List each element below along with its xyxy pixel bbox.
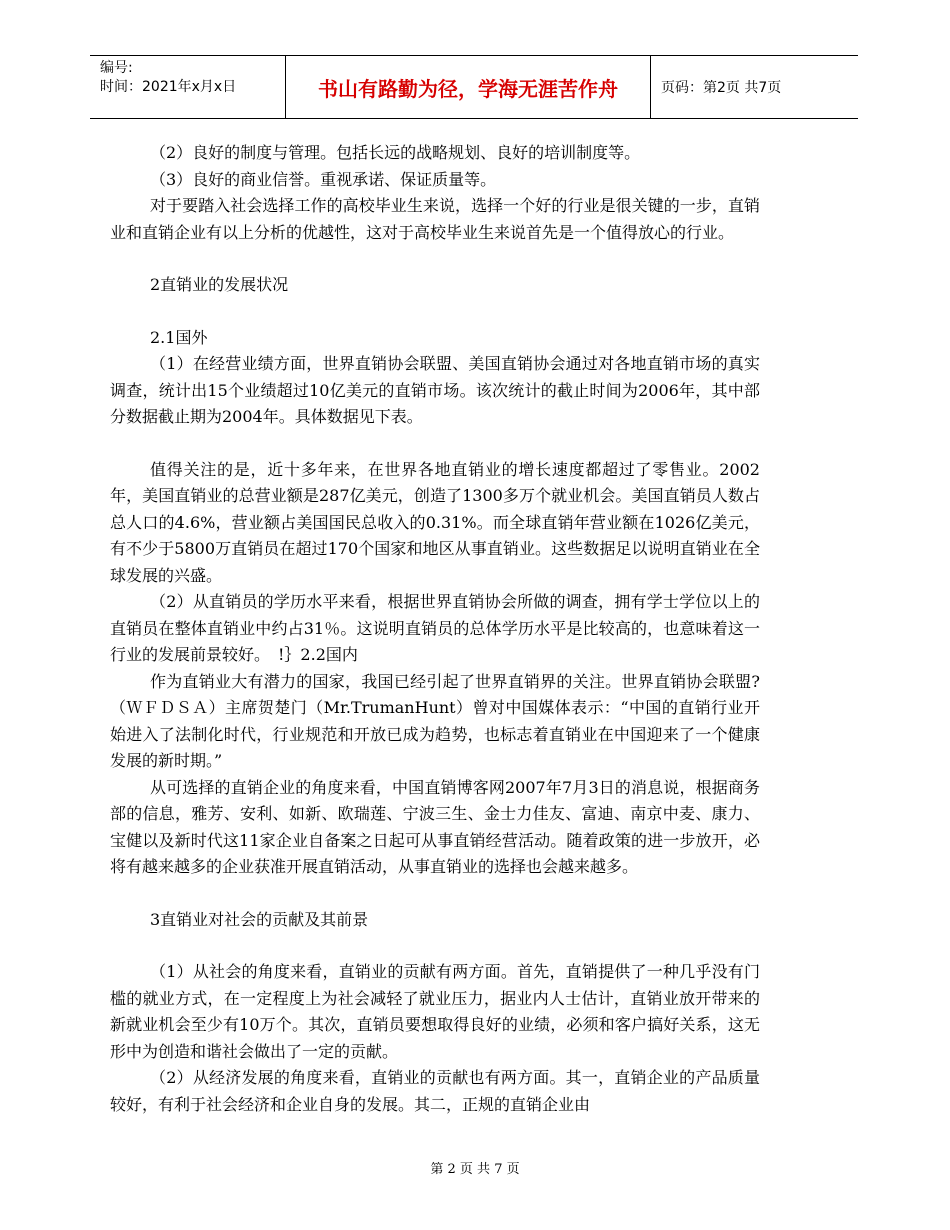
section-heading-3: 3直销业对社会的贡献及其前景 [150,909,369,929]
paragraph-social-contribution: （1）从社会的角度来看，直销业的贡献有两方面。首先，直销提供了一种几乎没有门槛的就业方式，在一定程度上为社会减轻了就业压力，据业内人士估计，直销业放开带来的新就业机会至少有10万个。其次，直销员要想取得良好的业绩，必须和客户搞好关系，这无形中为创造和谐社会做出了一定的贡献。 [110,962,760,1061]
paragraph-reputation: （3）良好的商业信誉。重视承诺、保证质量等。 [150,169,497,189]
paragraph-business-performance: （1）在经营业绩方面，世界直销协会联盟、美国直销协会通过对各地直销市场的真实调查，统计出15个业绩超过10亿美元的直销市场。该次统计的截止时间为2006年，其中部分数据截止期为2004年。具体数据见下表。 [110,354,760,426]
document-code-label: 编号: [100,60,133,76]
paragraph-graduates: 对于要踏入社会选择工作的高校毕业生来说，选择一个好的行业是很关键的一步，直销业和直销企业有以上分析的优越性，这对于高校毕业生来说首先是一个值得放心的行业。 [110,196,760,242]
paragraph-china-potential: 作为直销业大有潜力的国家，我国已经引起了世界直销界的关注。世界直销协会联盟?（ＷＦＤＳＡ）主席贺楚门（Mr.TrumanHunt）曾对中国媒体表示：“中国的直销行业开始进入了法制化时代，行业规范和开放已成为趋势，也标志着直销业在中国迎来了一个健康发展的新时期。” [110,671,760,770]
paragraph-education: （2）从直销员的学历水平来看，根据世界直销协会所做的调查，拥有学士学位以上的直销员在整体直销业中约占31％。这说明直销员的总体学历水平是比较高的，也意味着这一行业的发展前景较好。 !｝2.2国内 [110,592,760,664]
section-heading-2: 2直销业的发展状况 [150,275,289,294]
header-motto: 书山有路勤为径，学海无涯苦作舟 [286,56,651,118]
subsection-heading-2-1: 2.1国外 [150,327,208,347]
paragraph-growth: 值得关注的是，近十多年来，在世界各地直销业的增长速度都超过了零售业。2002年，美国直销业的总营业额是287亿美元，创造了1300多万个就业机会。美国直销员人数占总人口的4.6%，营业额占美国国民总收入的0.31%。而全球直销年营业额在1026亿美元，有不少于5800万直销员在超过170个国家和地区从事直销业。这些数据足以说明直销业在全球发展的兴盛。 [110,459,760,585]
page-header [90,55,858,119]
document-time-label: 时间：2021年x月x日 [100,79,237,95]
document-body [110,140,760,1118]
header-page-info: 页码：第2页 共7页 [661,80,782,96]
header-meta [90,56,286,118]
paragraph-management: （2）良好的制度与管理。包括长远的战略规划、良好的培训制度等。 [150,143,641,162]
page-footer: 第 2 页 共 7 页 [430,1162,520,1177]
paragraph-china-companies: 从可选择的直销企业的角度来看，中国直销博客网2007年7月3日的消息说，根据商务部的信息，雅芳、安利、如新、欧瑞莲、宁波三生、金士力佳友、富迪、南京中麦、康力、宝健以及新时代这11家企业自备案之日起可从事直销经营活动。随着政策的进一步放开，必将有越来越多的企业获准开展直销活动，从事直销业的选择也会越来越多。 [110,777,760,876]
paragraph-economic-contribution: （2）从经济发展的角度来看，直销业的贡献也有两方面。其一，直销企业的产品质量较好，有利于社会经济和企业自身的发展。其二，正规的直销企业由 [110,1068,760,1114]
